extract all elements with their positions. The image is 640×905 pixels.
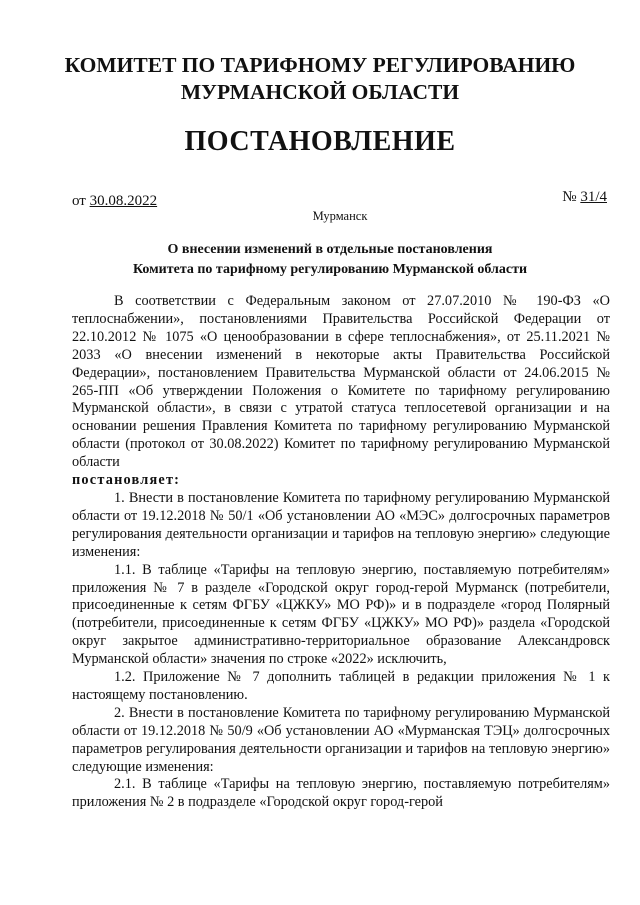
- organization-name: [0, 52, 640, 106]
- item-1-1-paragraph: 1.1. В таблице «Тарифы на тепловую энергию, поставляемую потребителям» приложения № 7 в разделе «Городской округ город-герой Мурманск (потребители, присоединенные к сетям ФГБУ «ЦЖКУ» МО РФ)» и в подразделе «город Полярный (потребители, присоединенные к сетям ФГБУ «ЦЖКУ» МО РФ)» раздела «Городской округ закрытое административно-территориальное образование Александровск Мурманской области» значения по строке «2022» исключить,: [72, 561, 610, 668]
- document-title: [60, 240, 600, 280]
- document-number: [562, 189, 607, 206]
- date-value: 30.08.2022: [89, 193, 158, 209]
- document-date: [72, 193, 157, 210]
- number-prefix: №: [562, 189, 577, 205]
- date-prefix: от: [72, 193, 86, 209]
- item-2-1-paragraph: 2.1. В таблице «Тарифы на тепловую энергию, поставляемую потребителям» приложения № 2 в подразделе «Городской округ город-герой: [72, 776, 610, 811]
- decree-word: постановляет:: [72, 472, 181, 489]
- preamble-paragraph: В соответствии с Федеральным законом от 27.07.2010 № 190-ФЗ «О теплоснабжении», постановлениями Правительства Российской Федерации от 22.10.2012 № 1075 «О ценообразовании в сфере теплоснабжения», от 25.11.2021 № 2033 «О внесении изменений в некоторые акты Правительства Российской Федерации», постановлением Правительства Мурманской области от 24.06.2015 № 265-ПП «Об утверждении Положения о Комитете по тарифному регулированию Мурманской области», в связи с утратой статуса теплосетевой организации и на основании решения Правления Комитета по тарифному регулированию Мурманской области (протокол от 30.08.2022) Комитет по тарифному регулированию Мурманской области: [72, 293, 610, 471]
- number-value: 31/4: [580, 189, 607, 205]
- title-line1: О внесении изменений в отдельные постановления: [167, 242, 493, 257]
- document-type: ПОСТАНОВЛЕНИЕ: [184, 126, 456, 157]
- item-1-paragraph: 1. Внести в постановление Комитета по тарифному регулированию Мурманской области от 19.12.2018 № 50/1 «Об установлении АО «МЭС» долгосрочных параметров регулирования деятельности организации и тарифов на тепловую энергию» следующие изменения:: [72, 489, 610, 560]
- document-body: [72, 293, 610, 812]
- title-line2: Комитета по тарифному регулированию Мурманской области: [132, 262, 528, 277]
- organization-name-line1: КОМИТЕТ ПО ТАРИФНОМУ РЕГУЛИРОВАНИЮ: [64, 53, 576, 77]
- item-1-2-paragraph: 1.2. Приложение № 7 дополнить таблицей в редакции приложения № 1 к настоящему постановлению.: [72, 669, 610, 703]
- item-2-paragraph: 2. Внести в постановление Комитета по тарифному регулированию Мурманской области от 19.12.2018 № 50/9 «Об установлении АО «Мурманская ТЭЦ» долгосрочных параметров регулирования деятельности организации и тарифов на тепловую энергию» следующие изменения:: [72, 704, 610, 775]
- document-city: Мурманск: [312, 209, 368, 223]
- organization-name-line2: МУРМАНСКОЙ ОБЛАСТИ: [180, 80, 460, 104]
